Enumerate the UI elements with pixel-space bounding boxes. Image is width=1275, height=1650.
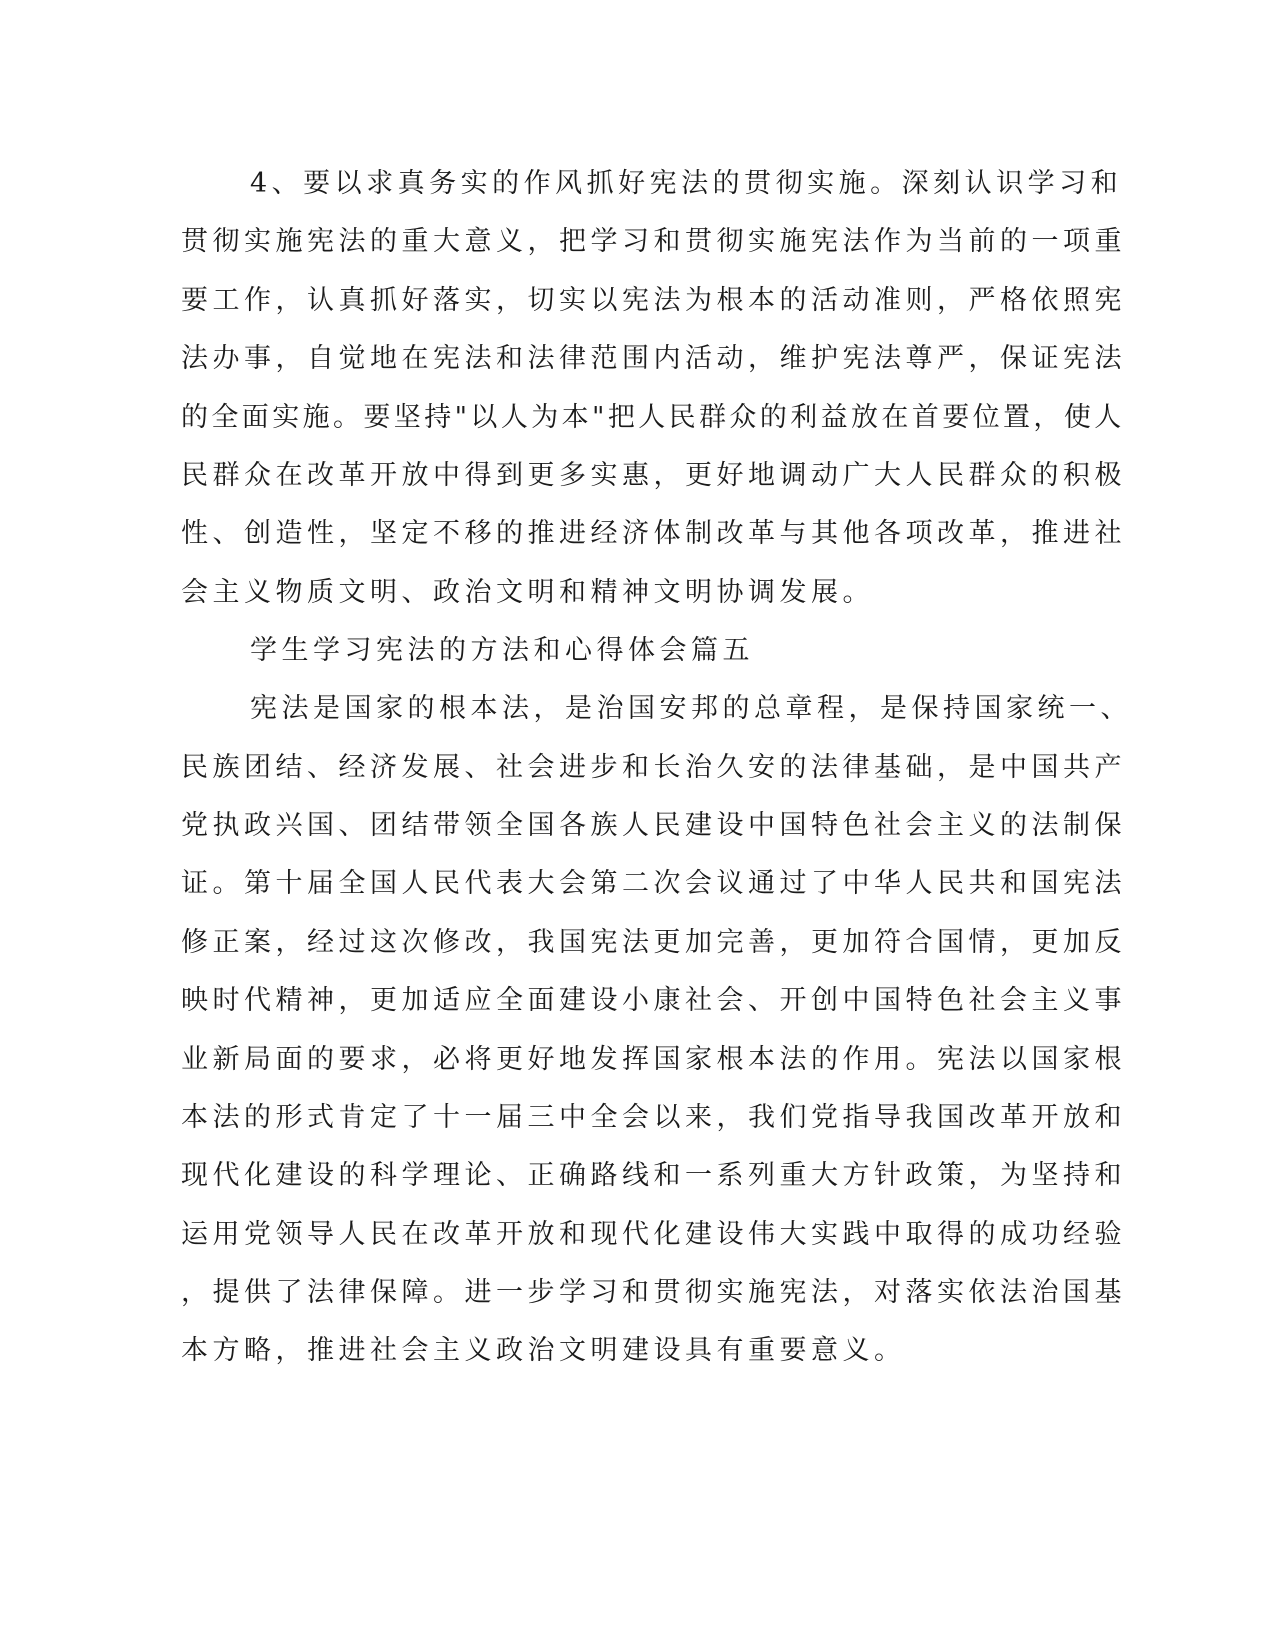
paragraph-2-line-4: 证。第十届全国人民代表大会第二次会议通过了中华人民共和国宪法 — [181, 868, 1126, 899]
paragraph-2-line-8: 本法的形式肯定了十一届三中全会以来，我们党指导我国改革开放和 — [181, 1102, 1126, 1133]
paragraph-2-line-2: 民族团结、经济发展、社会进步和长治久安的法律基础，是中国共产 — [181, 752, 1126, 783]
paragraph-1-line-2: 贯彻实施宪法的重大意义，把学习和贯彻实施宪法作为当前的一项重 — [181, 226, 1126, 257]
paragraph-1-line-8: 会主义物质文明、政治文明和精神文明协调发展。 — [181, 577, 874, 608]
paragraph-1-line-4: 法办事，自觉地在宪法和法律范围内活动，维护宪法尊严，保证宪法 — [181, 343, 1126, 374]
paragraph-1-line-7: 性、创造性，坚定不移的推进经济体制改革与其他各项改革，推进社 — [181, 518, 1126, 549]
paragraph-1-line-3: 要工作，认真抓好落实，切实以宪法为根本的活动准则，严格依照宪 — [181, 285, 1126, 316]
paragraph-2-line-9: 现代化建设的科学理论、正确路线和一系列重大方针政策，为坚持和 — [181, 1160, 1126, 1191]
paragraph-2-line-11: ，提供了法律保障。进一步学习和贯彻实施宪法，对落实依法治国基 — [181, 1277, 1126, 1308]
paragraph-2-line-1: 宪法是国家的根本法，是治国安邦的总章程，是保持国家统一、 — [250, 693, 1132, 724]
paragraph-1-line-6: 民群众在改革开放中得到更多实惠，更好地调动广大人民群众的积极 — [181, 460, 1126, 491]
paragraph-2-line-12: 本方略，推进社会主义政治文明建设具有重要意义。 — [181, 1335, 906, 1366]
paragraph-1-line-5: 的全面实施。要坚持"以人为本"把人民群众的利益放在首要位置，使人 — [181, 402, 1125, 433]
paragraph-1-line-1: 4、要以求真务实的作风抓好宪法的贯彻实施。深刻认识学习和 — [250, 168, 1123, 199]
section-heading: 学生学习宪法的方法和心得体会篇五 — [250, 635, 754, 666]
paragraph-2-line-10: 运用党领导人民在改革开放和现代化建设伟大实践中取得的成功经验 — [181, 1219, 1126, 1250]
paragraph-2-line-3: 党执政兴国、团结带领全国各族人民建设中国特色社会主义的法制保 — [181, 810, 1126, 841]
paragraph-2-line-5: 修正案，经过这次修改，我国宪法更加完善，更加符合国情，更加反 — [181, 927, 1126, 958]
paragraph-2-line-6: 映时代精神，更加适应全面建设小康社会、开创中国特色社会主义事 — [181, 985, 1126, 1016]
paragraph-2-line-7: 业新局面的要求，必将更好地发挥国家根本法的作用。宪法以国家根 — [181, 1044, 1126, 1075]
